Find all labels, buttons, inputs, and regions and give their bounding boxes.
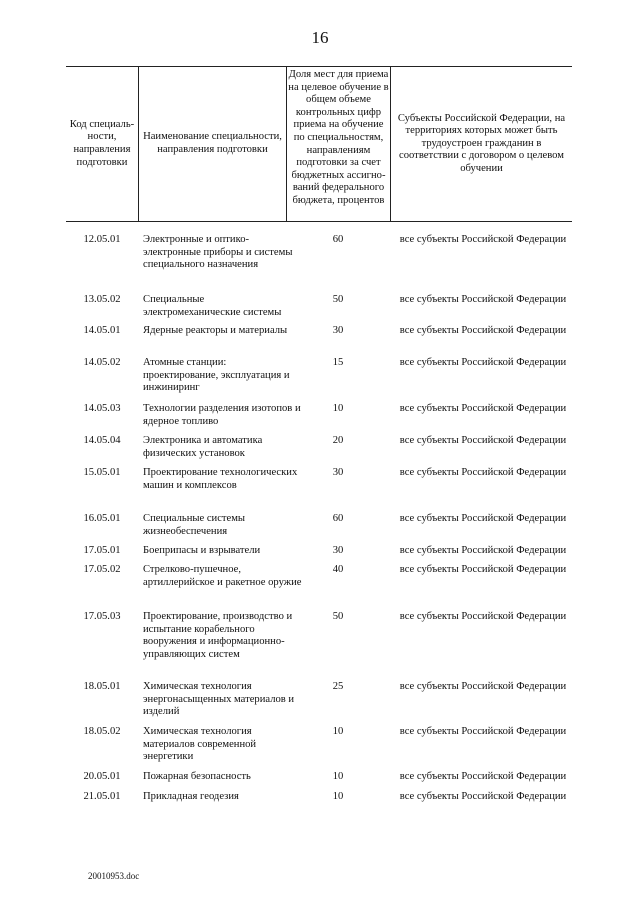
- row-name: Боеприпасы и взрыватели: [143, 545, 261, 556]
- row-name: Специальные электромеханические системы: [143, 294, 282, 318]
- row-subjects: все субъекты Российской Федерации: [399, 234, 567, 245]
- row-name: Проектирование, производство и испытание корабельного вооружения и информационно-управляющих систем: [143, 611, 293, 660]
- row-code: 18.05.01: [83, 681, 121, 692]
- row-subjects: все субъекты Российской Федерации: [399, 435, 567, 446]
- header-share: Доля мест для приема на целевое обучение в общем объеме контрольных цифр приема на обучение по специальностям, направлениям подготовки за счет бюджетных ассигно-ваний федерального бюджета, процентов: [286, 67, 390, 221]
- row-code: 17.05.01: [83, 545, 121, 556]
- row-share: 10: [332, 726, 344, 737]
- row-share: 25: [332, 681, 344, 692]
- row-subjects: все субъекты Российской Федерации: [399, 726, 567, 737]
- row-share: 30: [332, 325, 344, 336]
- row-code: 12.05.01: [83, 234, 121, 245]
- footer-filename: 20010953.doc: [88, 871, 140, 881]
- row-subjects: все субъекты Российской Федерации: [399, 681, 567, 692]
- row-subjects: все субъекты Российской Федерации: [399, 467, 567, 478]
- row-name: Химическая технология энергонасыщенных материалов и изделий: [143, 681, 295, 718]
- row-subjects: все субъекты Российской Федерации: [399, 771, 567, 782]
- row-subjects: все субъекты Российской Федерации: [399, 545, 567, 556]
- row-code: 14.05.04: [83, 435, 121, 446]
- row-name: Электроника и автоматика физических установок: [143, 435, 263, 459]
- row-subjects: все субъекты Российской Федерации: [399, 513, 567, 524]
- row-name: Химическая технология материалов современной энергетики: [143, 726, 257, 763]
- row-share: 30: [332, 545, 344, 556]
- row-share: 60: [332, 513, 344, 524]
- header-name: Наименование специальности, направления подготовки: [138, 67, 286, 221]
- header-subjects: Субъекты Российской Федерации, на территориях которых может быть трудоустроен гражданин в соответствии с договором о целевом обучении: [390, 67, 572, 221]
- row-share: 10: [332, 403, 344, 414]
- row-code: 16.05.01: [83, 513, 121, 524]
- row-code: 17.05.03: [83, 611, 121, 622]
- row-share: 20: [332, 435, 344, 446]
- row-subjects: все субъекты Российской Федерации: [399, 357, 567, 368]
- row-share: 15: [332, 357, 344, 368]
- row-share: 50: [332, 294, 344, 305]
- row-name: Ядерные реакторы и материалы: [143, 325, 288, 336]
- row-share: 10: [332, 791, 344, 802]
- row-name: Пожарная безопасность: [143, 771, 251, 782]
- table-header: [66, 66, 572, 222]
- row-subjects: все субъекты Российской Федерации: [399, 564, 567, 575]
- row-name: Стрелково-пушечное, артиллерийское и ракетное оружие: [143, 564, 302, 588]
- row-code: 13.05.02: [83, 294, 121, 305]
- row-code: 20.05.01: [83, 771, 121, 782]
- row-name: Атомные станции: проектирование, эксплуатация и инжиниринг: [143, 357, 290, 394]
- row-share: 40: [332, 564, 344, 575]
- row-subjects: все субъекты Российской Федерации: [399, 611, 567, 622]
- row-code: 21.05.01: [83, 791, 121, 802]
- row-subjects: все субъекты Российской Федерации: [399, 294, 567, 305]
- row-code: 17.05.02: [83, 564, 121, 575]
- row-share: 10: [332, 771, 344, 782]
- row-code: 18.05.02: [83, 726, 121, 737]
- row-code: 15.05.01: [83, 467, 121, 478]
- row-share: 60: [332, 234, 344, 245]
- row-subjects: все субъекты Российской Федерации: [399, 791, 567, 802]
- row-code: 14.05.02: [83, 357, 121, 368]
- row-name: Проектирование технологических машин и комплексов: [143, 467, 298, 491]
- row-code: 14.05.01: [83, 325, 121, 336]
- row-name: Прикладная геодезия: [143, 791, 239, 802]
- header-code: Код специаль-ности, направления подготовки: [69, 118, 135, 168]
- row-name: Электронные и оптико-электронные приборы и системы специального назначения: [143, 234, 293, 271]
- row-name: Специальные системы жизнеобеспечения: [143, 513, 246, 537]
- row-code: 14.05.03: [83, 403, 121, 414]
- row-subjects: все субъекты Российской Федерации: [399, 325, 567, 336]
- row-share: 50: [332, 611, 344, 622]
- row-subjects: все субъекты Российской Федерации: [399, 403, 567, 414]
- row-name: Технологии разделения изотопов и ядерное топливо: [143, 403, 301, 427]
- row-share: 30: [332, 467, 344, 478]
- page-number: 16: [311, 28, 329, 47]
